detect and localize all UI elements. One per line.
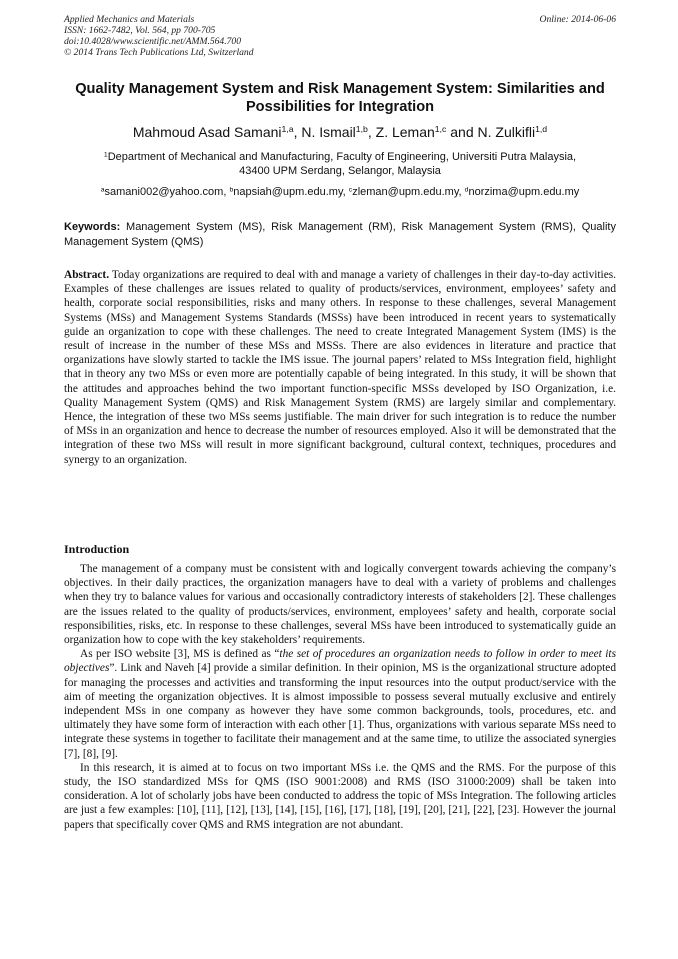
paragraph-text: As per ISO website [3], MS is defined as “ <box>80 648 280 661</box>
email-sup: c <box>348 186 353 194</box>
author-sup: 1,c <box>434 124 447 135</box>
keywords-label: Keywords: <box>64 221 121 233</box>
author-sup: 1,b <box>355 124 368 135</box>
email-sup: d <box>464 186 469 194</box>
abstract-label: Abstract. <box>64 269 110 281</box>
author-sup: 1,a <box>281 124 294 135</box>
affiliation-sup: 1 <box>103 151 108 159</box>
keywords-text: Management System (MS), Risk Management (RM), Risk Management System (RMS), Quality Management System (QMS) <box>64 221 616 248</box>
email-address[interactable]: norzima@upm.edu.my <box>468 186 580 198</box>
paper-title: Quality Management System and Risk Management System: Similarities and Possibilities for Integration <box>75 81 605 115</box>
author-name: Mahmoud Asad Samani <box>132 124 282 140</box>
author-list: Mahmoud Asad Samani$^{1,a}$, N. Ismail$^{1,b}$, Z. Leman$^{1,c}$ and N. Zulkifli$^{1,d}$ <box>132 124 548 140</box>
journal-header <box>64 14 616 58</box>
affiliation <box>64 150 616 178</box>
author-and: and <box>450 124 474 140</box>
author-sup: 1,d <box>535 124 548 135</box>
email-sup: b <box>229 186 234 194</box>
email-address[interactable]: zleman@upm.edu.my <box>352 186 459 198</box>
paragraph: In this research, it is aimed at to focus on two important MSs i.e. the QMS and the RMS. For the purpose of this study, the ISO standardized MSs for QMS (ISO 9001:2008) and RMS (ISO 31000:2009) shall be taken into consideration. A lot of scholarly jobs have been conducted to address the topic of MSs Integration. The following articles are just a few examples: [10], [11], [12], [13], [14], [15], [16], [17], [18], [19], [20], [21], [22], [23]. However the journal papers that specifically cover QMS and RMS integration are not abundant. <box>64 761 616 831</box>
abstract <box>64 268 616 467</box>
author-name: N. Ismail <box>301 124 356 140</box>
affiliation-line-2: 43400 UPM Serdang, Selangor, Malaysia <box>239 165 441 177</box>
copyright-line: © 2014 Trans Tech Publications Ltd, Switzerland <box>64 47 254 58</box>
email-sup: a <box>100 186 105 194</box>
paragraph <box>64 647 616 761</box>
email-address[interactable]: samani002@yahoo.com <box>104 186 224 198</box>
email-list: $^a$samani002@yahoo.com, $^b$napsiah@upm.edu.my, $^c$zleman@upm.edu.my, $^d$norzima@upm.edu.my <box>100 186 580 198</box>
issn-line: ISSN: 1662-7482, Vol. 564, pp 700-705 <box>64 25 216 36</box>
author-name: N. Zulkifli <box>477 124 536 140</box>
abstract-text: Today organizations are required to deal with and manage a variety of challenges in their day-to-day activities. Examples of these challenges are issues related to quality of products/services, environment, employees’ safety and health, corporate social responsibilities, risks and many others. In response to these challenges, several Management Systems (MSs) and Management Systems Standards (MSSs) have been introduced in recent years to systematically guide an organization to cope with these challenges. The need to create Integrated Management System (IMS) is the result of increase in the number of these MSs and MSSs. There are also evidences in literature and practice that organizations have slowly started to tackle the IMS issue. The journal papers’ related to MSs Integration field, highlight that in theory any two MSs or even more are potentially capable of being integrated. In this study, it will be shown that the attitudes and approaches behind the two important function-specific MSSs developed by ISO Organization, i.e. Quality Management System (QMS) and Risk Management System (RMS) are largely similar and complementary. Hence, the integration of these two MSs seems justifiable. The main driver for such integration is to reduce the number of MSs in an organization and hence to decrease the number of resources employed. Also it will be demonstrated that the integration of these two MSs will result in more significant background, cultural context, techniques, procedures and synergy to an organization. <box>64 269 616 466</box>
email-address[interactable]: napsiah@upm.edu.my <box>233 186 343 198</box>
online-date: Online: 2014-06-06 <box>539 14 616 25</box>
iso-definition-quote: the set of procedures an organization needs to follow in order to meet its objectives <box>64 648 616 675</box>
paragraph: The management of a company must be consistent with and logically convergent towards achieving the company’s objectives. In their daily practices, the organization managers have to deal with a variety of problems and challenges when they try to balance values for various and occasionally contradictory interests of stakeholders [2]. These challenges are the issues related to the quality of products/services, environment, employees’ safety and health, corporate social responsibilities, risks, etc. In response to these challenges, several MSs have been introduced to systematically guide an organization how to cope with the key stakeholders’ requirements. <box>64 563 616 647</box>
section-heading-introduction: Introduction <box>64 542 130 556</box>
journal-name: Applied Mechanics and Materials <box>64 14 195 25</box>
paragraph-text: ”. Link and Naveh [4] provide a similar definition. In their opinion, MS is the organizational structure adopted for managing the processes and activities and transforming the input resources into the output product/service with the aim of meeting the organization objectives. It is almost impossible to possess several mutually exclusive and entirely independent MSs in one company as however they have some common backgrounds, tools, procedures, etc. and ultimately they have some form of interaction with each other [1]. Thus, organizations with various separate MSs need to integrate these systems in together to facilitate their management and at the same time, to utilize the associated synergies [7], [8], [9]. <box>64 662 616 760</box>
doi-line: doi:10.4028/www.scientific.net/AMM.564.700 <box>64 36 242 47</box>
affiliation-line-1: Department of Mechanical and Manufacturing, Faculty of Engineering, Universiti Putra Malaysia, <box>107 151 577 163</box>
introduction-body <box>64 562 616 832</box>
author-name: Z. Leman <box>375 124 435 140</box>
keywords <box>64 220 616 249</box>
